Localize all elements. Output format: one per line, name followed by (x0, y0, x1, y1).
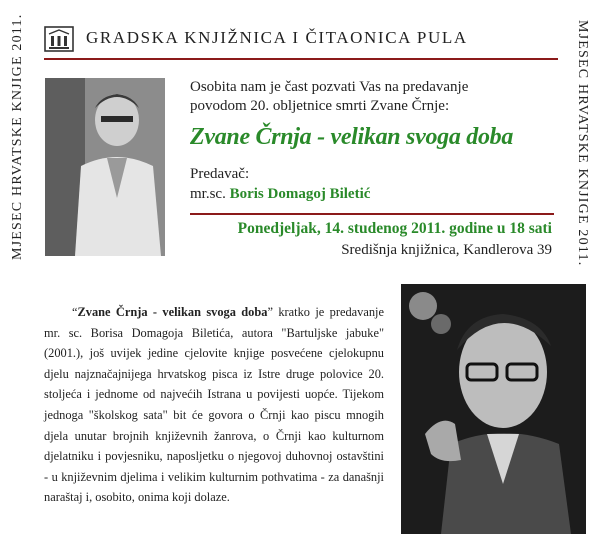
lecturer-line (190, 186, 370, 203)
header-divider (44, 58, 558, 60)
invitation-line-2: povodom 20. obljetnice smrti Zvane Črnje: (190, 98, 450, 114)
side-banner-right: MJESEC HRVATSKE KNJIGE 2011. (575, 20, 590, 267)
description-title: Zvane Črnja - velikan svoga doba (77, 305, 268, 319)
invitation-intro (190, 78, 550, 116)
library-name: GRADSKA KNJIŽNICA I ČITAONICA PULA (86, 28, 468, 47)
invitation-line-1: Osobita nam je čast pozvati Vas na predavanje (190, 79, 469, 95)
event-datetime: Ponedjeljak, 14. studenog 2011. godine u 18 sati (237, 220, 552, 237)
portrait-photo-lecturer (45, 78, 165, 256)
lecture-title: Zvane Črnja - velikan svoga doba (190, 124, 514, 150)
side-banner-left: MJESEC HRVATSKE KNJIGE 2011. (10, 13, 25, 260)
description-open-quote: “ (72, 305, 78, 319)
library-logo-icon (44, 26, 74, 52)
lecturer-label: Predavač: (190, 166, 250, 182)
lecturer-name: Boris Domagoj Biletić (229, 186, 371, 202)
event-divider (190, 213, 554, 215)
lecturer-prefix: mr.sc. (190, 186, 226, 202)
event-venue: Središnja knjižnica, Kandlerova 39 (341, 242, 552, 258)
lecture-description (44, 302, 384, 508)
description-text: ” kratko je predavanje mr. sc. Borisa Domagoja Biletića, autora "Bartuljske jabuke" (2001.), još uvijek jedine cjelovite knjige posvećene cjelokupnu djelu najznačajnijega hrvatskog pisca iz Istre druge polovice 20. stoljeća i jednome od najvećih Istrana u povijesti uopće. Tijekom jednoga "školskog sata" bit će govora o Črnji kao piscu mnogih djela unutar brojnih književnih žanrova, o Črnji kao kulturnom djelatniku i povjesniku, naposljetku o njegovoj duhovnoj ostavštini - u književnim djelima i velikim kulturnim pothvatima - za današnji naraštaj i, osobito, onima koji dolaze. (44, 305, 384, 505)
portrait-photo-zvane-crnja (401, 284, 586, 534)
